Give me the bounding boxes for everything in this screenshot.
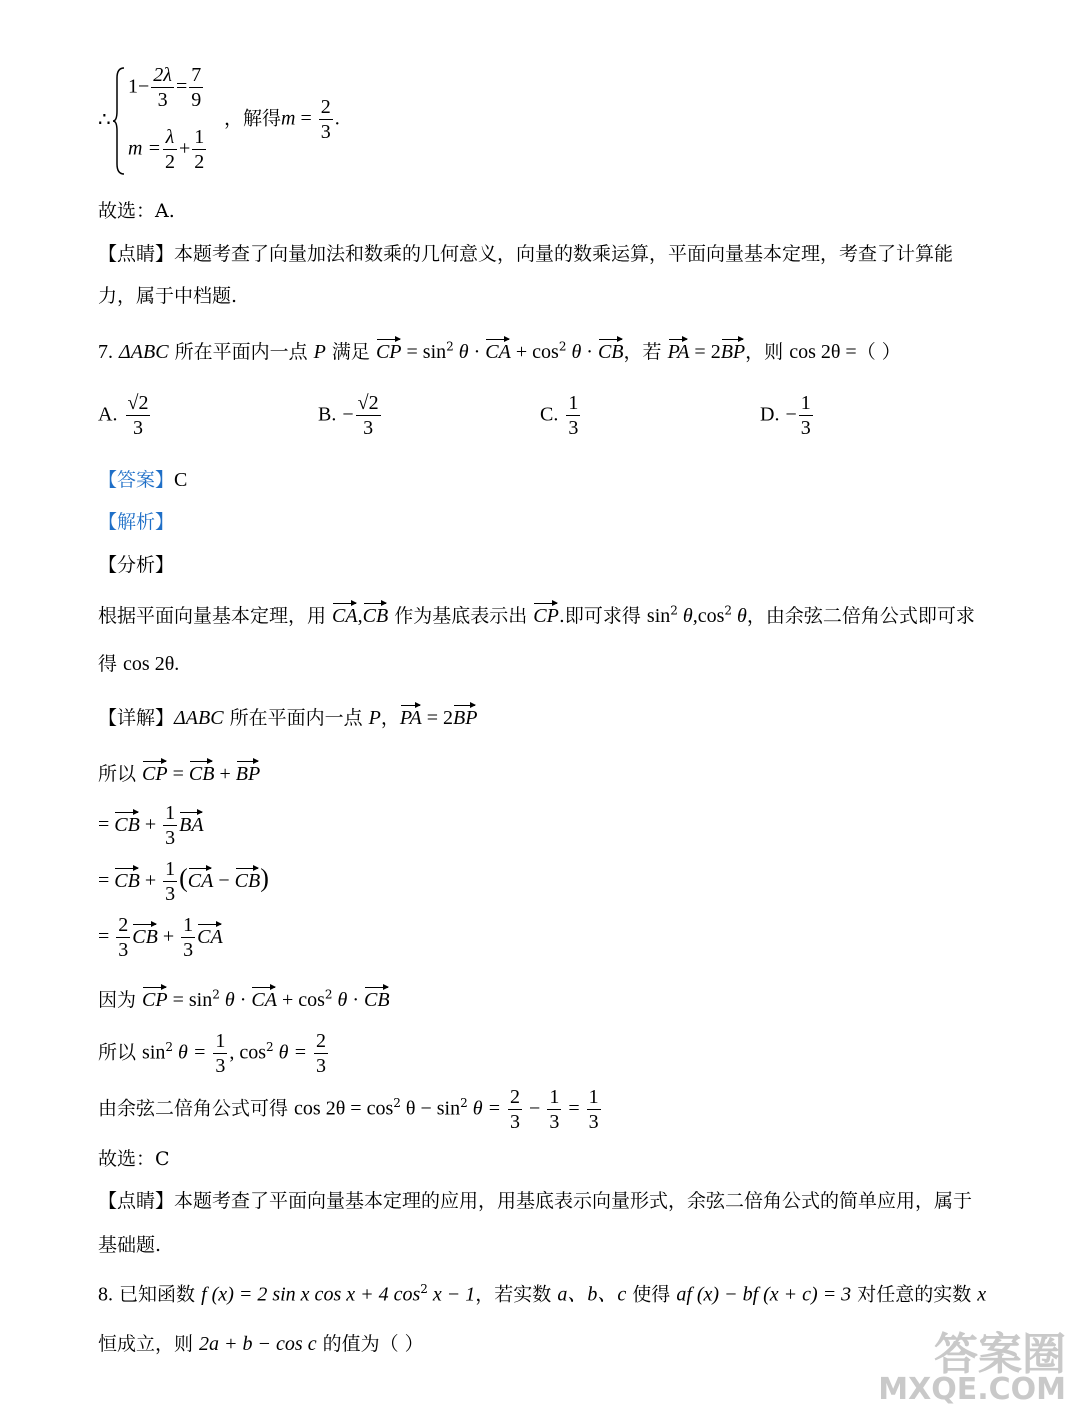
system-row-1: 1− $\frac{2\lambda}{3}$ = $\frac{7}{9}$ xyxy=(128,64,202,111)
q7-stem: 7. ΔABC 所在平面内一点 P 满足 CP = $\sin^2 \theta$ · CA + $\cos^2 \theta$ · CB，若 PA = 2BP，则 cos 2θ =（ ） xyxy=(98,336,901,362)
system-row-2: m = $\frac{\lambda}{2}$ + $\frac{1}{2}$ xyxy=(128,126,205,173)
q6-dianjing-2: 力，属于中档题. xyxy=(98,285,238,307)
fenxi-line-2: 得 cos 2θ. xyxy=(98,653,180,675)
cos-double-line: 由余弦二倍角公式可得 $\cos 2\theta = \cos^2 \theta - \sin^2 \theta$ = $\frac{2}{3}$ − $\frac{1}{3}$ = $\frac{1}{3}$ xyxy=(98,1086,599,1133)
q6-dianjing: 【点睛】本题考查了向量加法和数乘的几何意义，向量的数乘运算，平面向量基本定理，考查了计算能 xyxy=(98,243,954,265)
q7-dianjing-2: 基础题. xyxy=(98,1234,162,1256)
watermark-top: 答案圈 xyxy=(934,1329,1066,1380)
step-4: = $\frac{2}{3}$ CB + $\frac{1}{3}$ CA xyxy=(98,914,223,961)
q8-stem-2: 恒成立，则 2a + b − cos c 的值为（ ） xyxy=(98,1333,424,1355)
q7-dianjing: 【点睛】本题考查了平面向量基本定理的应用，用基底表示向量形式，余弦二倍角公式的简单应用，属于 xyxy=(98,1190,973,1212)
q7-choose: 故选：C xyxy=(98,1148,170,1170)
answer-tag: 【答案】 xyxy=(98,469,175,491)
q6-choose: 故选：A. xyxy=(98,200,175,222)
jiexi-tag: 【解析】 xyxy=(98,511,175,533)
because-line: 因为 CP = $\sin^2 \theta$ · CA + $\cos^2 \theta$ · CB xyxy=(98,984,390,1010)
watermark-bottom: MXQE.COM xyxy=(878,1372,1066,1407)
option-d: D. − $\frac{1}{3}$ xyxy=(760,392,811,439)
brace-icon xyxy=(112,66,126,176)
xiangjie-line: 【详解】ΔABC 所在平面内一点 P，PA = 2BP xyxy=(98,702,477,728)
therefore-symbol: ∴ xyxy=(98,109,111,131)
system-solution: ，解得m = $\frac{2}{3}$ . xyxy=(224,96,340,143)
option-b: B. − $\frac{√2}{3}$ xyxy=(318,392,379,439)
option-a: A. $\frac{√2}{3}$ xyxy=(98,392,149,439)
answer-value: C xyxy=(174,469,188,491)
sothat-line: 所以 $\sin^2 \theta$ = $\frac{1}{3}$ , $\cos^2 \theta$ = $\frac{2}{3}$ xyxy=(98,1030,326,1077)
fenxi-line-1: 根据平面向量基本定理，用 CA,CB 作为基底表示出 CP.即可求得 $\sin^2 \theta,\cos^2$ θ，由余弦二倍角公式即可求 xyxy=(98,600,975,626)
q8-stem-1: 8. 已知函数 f (x) = 2 sin x cos x + 4 $\cos^2 x - 1$，若实数 a、b、c 使得 af (x) − bf (x + c) = 3 对任意的实数 x xyxy=(98,1282,987,1306)
step-3: = CB + $\frac{1}{3}$ (CA − CB) xyxy=(98,858,269,905)
answer-line xyxy=(98,470,187,490)
step-1: 所以 CP = CB + BP xyxy=(98,758,260,784)
option-c: C. $\frac{1}{3}$ xyxy=(540,392,579,439)
fenxi-tag: 【分析】 xyxy=(98,554,175,576)
step-2: = CB + $\frac{1}{3}$ BA xyxy=(98,802,204,849)
